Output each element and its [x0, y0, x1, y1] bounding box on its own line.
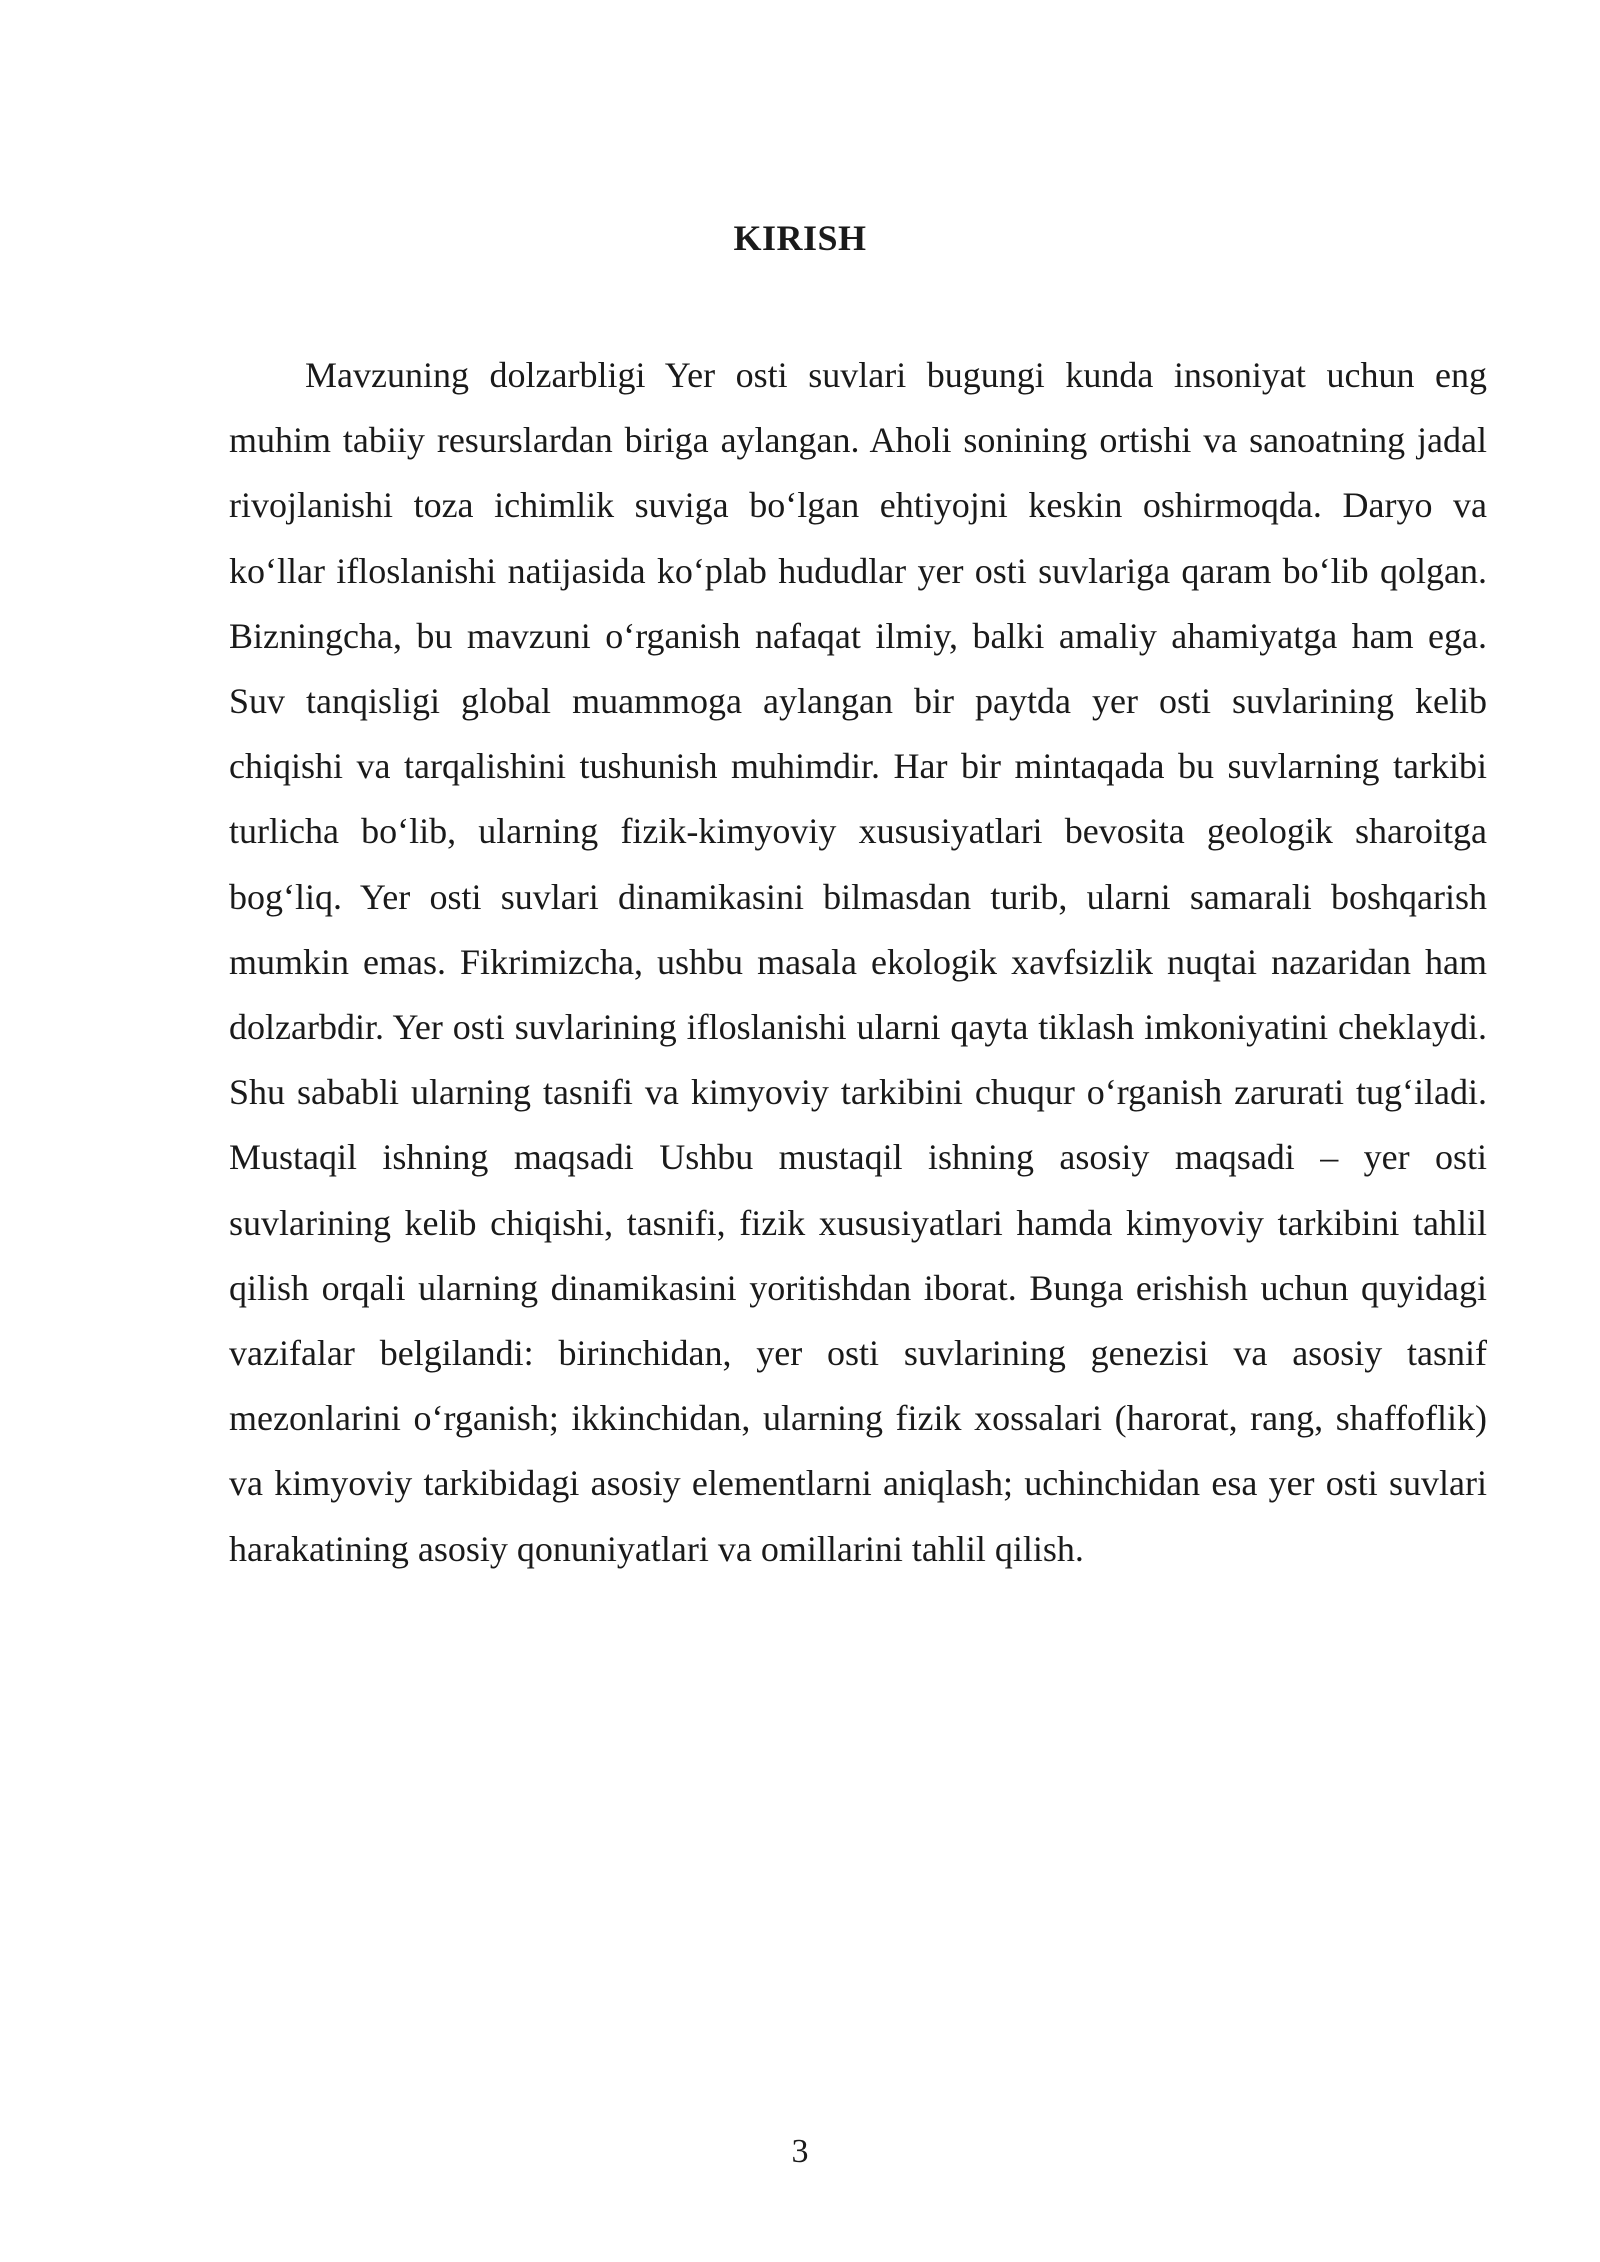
introduction-paragraph: Mavzuning dolzarbligi Yer osti suvlari bugungi kunda insoniyat uchun eng muhim tabiiy resurslardan biriga aylangan. Aholi sonining ortishi va sanoatning jadal rivojlanishi toza ichimlik suviga bo‘lgan ehtiyojni keskin oshirmoqda. Daryo va ko‘llar ifloslanishi natijasida ko‘plab hududlar yer osti suvlariga qaram bo‘lib qolgan. Bizningcha, bu mavzuni o‘rganish nafaqat ilmiy, balki amaliy ahamiyatga ham ega. Suv tanqisligi global muammoga aylangan bir paytda yer osti suvlarining kelib chiqishi va tarqalishini tushunish muhimdir. Har bir mintaqada bu suvlarning tarkibi turlicha bo‘lib, ularning fizik-kimyoviy xususiyatlari bevosita geologik sharoitga bog‘liq. Yer osti suvlari dinamikasini bilmasdan turib, ularni samarali boshqarish mumkin emas. Fikrimizcha, ushbu masala ekologik xavfsizlik nuqtai nazaridan ham dolzarbdir. Yer osti suvlarining ifloslanishi ularni qayta tiklash imkoniyatini cheklaydi. Shu sababli ularning tasnifi va kimyoviy tarkibini chuqur o‘rganish zarurati tug‘iladi. Mustaqil ishning maqsadi Ushbu mustaqil ishning asosiy maqsadi – yer osti suvlarining kelib chiqishi, tasnifi, fizik xususiyatlari hamda kimyoviy tarkibini tahlil qilish orqali ularning dinamikasini yoritishdan iborat. Bunga erishish uchun quyidagi vazifalar belgilandi: birinchidan, yer osti suvlarining genezisi va asosiy tasnif mezonlarini o‘rganish; ikkinchidan, ularning fizik xossalari (harorat, rang, shaffoflik) va kimyoviy tarkibidagi asosiy elementlarni aniqlash; uchinchidan esa yer osti suvlari harakatining asosiy qonuniyatlari va omillarini tahlil qilish.: [229, 355, 1487, 1569]
section-heading: KIRISH: [733, 218, 867, 258]
page-number: 3: [791, 2133, 809, 2170]
